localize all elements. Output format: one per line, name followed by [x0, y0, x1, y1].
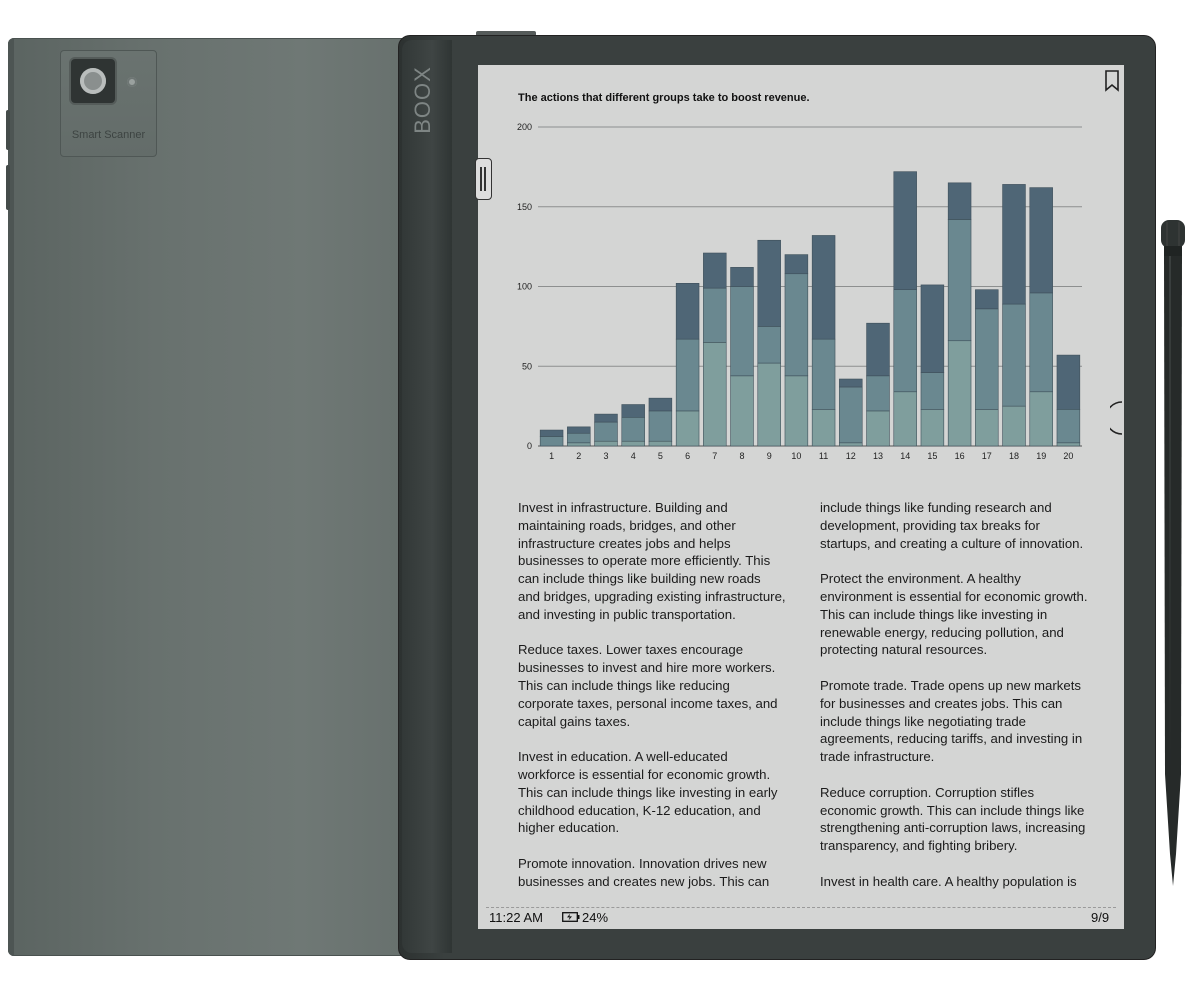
x-tick-label: 4: [630, 451, 636, 461]
bar-segment: [567, 433, 590, 443]
x-tick-label: 20: [1063, 451, 1074, 461]
x-tick-label: 14: [900, 451, 911, 461]
bar-segment: [1003, 304, 1026, 406]
stacked-bar-chart: [510, 115, 1100, 470]
y-tick-label: 150: [516, 201, 532, 212]
bar-segment: [567, 427, 590, 433]
x-tick-label: 19: [1036, 451, 1047, 461]
article-paragraph: Reduce taxes. Lower taxes encourage businesses to invest and hire more workers. This can include things like reducing corporate taxes, personal income taxes, and capital gains taxes.: [518, 642, 778, 729]
status-divider: [486, 907, 1116, 908]
bar-segment: [758, 326, 781, 363]
bar-segment: [948, 220, 971, 341]
bar-segment: [785, 274, 808, 376]
bar-segment: [703, 253, 726, 288]
battery-level: 24%: [582, 910, 609, 925]
bar-segment: [622, 405, 645, 418]
x-tick-label: 6: [685, 451, 691, 461]
x-tick-label: 5: [657, 451, 663, 461]
article-column-left: [518, 499, 786, 908]
bar-segment: [567, 443, 590, 446]
device-back-cover: [8, 38, 428, 956]
article-paragraph: Promote innovation. Innovation drives new businesses and creates new jobs. This can: [518, 855, 770, 889]
bar-segment: [703, 288, 726, 342]
page-turn-handle-icon[interactable]: [1110, 400, 1124, 436]
chart-title: The actions that different groups take to boost revenue.: [518, 92, 810, 104]
bar-segment: [703, 342, 726, 446]
bar-segment: [595, 441, 618, 446]
side-menu-handle[interactable]: [475, 158, 492, 200]
bar-segment: [812, 339, 835, 409]
bar-segment: [1057, 409, 1080, 442]
article-paragraph: Invest in infrastructure. Building and maintaining roads, bridges, and other infrastructure creates jobs and helps businesses to operate more efficiently. This can include things like building new roads and bridges, upgrading existing infrastructure, and investing in public transportation.: [518, 500, 786, 622]
smart-scanner-module: [60, 50, 157, 157]
grip-spine: [402, 40, 452, 953]
bar-segment: [540, 436, 563, 446]
status-time: 11:22 AM: [489, 910, 543, 925]
bar-segment: [731, 267, 754, 286]
bar-segment: [758, 363, 781, 446]
bar-segment: [595, 414, 618, 422]
bar-segment: [921, 285, 944, 373]
scanner-label: Smart Scanner: [71, 129, 146, 141]
x-tick-label: 3: [603, 451, 609, 461]
x-tick-label: 8: [739, 451, 745, 461]
article-paragraph: Invest in health care. A healthy population is: [820, 873, 1077, 889]
bar-segment: [839, 443, 862, 446]
bar-segment: [622, 441, 645, 446]
bar-segment: [731, 287, 754, 376]
article-paragraph: include things like funding research and development, providing tax breaks for startups, and creating a culture of innovation.: [820, 500, 1084, 551]
bar-segment: [1030, 188, 1053, 293]
bar-segment: [649, 441, 672, 446]
side-button: [6, 110, 10, 150]
bar-segment: [948, 341, 971, 446]
x-tick-label: 9: [766, 451, 772, 461]
bar-segment: [894, 290, 917, 392]
camera-icon: [71, 59, 115, 103]
x-tick-label: 18: [1008, 451, 1020, 461]
bar-segment: [1003, 184, 1026, 304]
side-button: [6, 165, 10, 210]
bar-segment: [758, 240, 781, 326]
x-tick-label: 13: [872, 451, 884, 461]
x-tick-label: 2: [576, 451, 582, 461]
bar-segment: [921, 373, 944, 410]
bar-segment: [785, 376, 808, 446]
page-number[interactable]: 9/9: [1091, 910, 1110, 925]
bar-segment: [540, 430, 563, 436]
bar-segment: [867, 411, 890, 446]
x-tick-label: 16: [954, 451, 965, 461]
bar-segment: [867, 376, 890, 411]
bar-segment: [731, 376, 754, 446]
y-tick-label: 0: [526, 441, 532, 451]
article-column-right: [820, 499, 1088, 908]
bar-segment: [676, 283, 699, 339]
y-tick-label: 50: [521, 361, 532, 372]
x-tick-label: 1: [549, 451, 555, 461]
bar-segment: [921, 409, 944, 446]
bar-segment: [894, 392, 917, 446]
stylus-pen: [1158, 214, 1188, 889]
bar-segment: [649, 398, 672, 411]
flash-icon: [127, 77, 137, 87]
bar-segment: [948, 183, 971, 220]
bar-segment: [975, 409, 998, 446]
y-tick-label: 200: [516, 122, 532, 132]
article-paragraph: Reduce corruption. Corruption stifles economic growth. This can include things like strengthening anti-corruption laws, increasing transparency, and fighting bribery.: [820, 784, 1086, 854]
bar-segment: [1057, 355, 1080, 409]
article-paragraph: Invest in education. A well-educated workforce is essential for economic growth. This can include things like investing in early childhood education, K-12 education, and higher education.: [518, 749, 778, 836]
bar-segment: [676, 339, 699, 411]
bar-segment: [595, 422, 618, 441]
x-tick-label: 15: [927, 451, 938, 461]
bar-segment: [622, 417, 645, 441]
bar-segment: [649, 411, 672, 441]
bar-segment: [839, 379, 862, 387]
bar-segment: [1030, 392, 1053, 446]
battery-icon: [562, 912, 580, 922]
bookmark-icon[interactable]: [1104, 70, 1120, 92]
bar-segment: [1030, 293, 1053, 392]
bar-segment: [812, 235, 835, 339]
article-paragraph: Promote trade. Trade opens up new markets for businesses and creates jobs. This can include things like negotiating trade agreements, reducing tariffs, and investing in trade infrastructure.: [820, 677, 1083, 765]
bar-segment: [839, 387, 862, 443]
bar-segment: [975, 309, 998, 409]
bar-segment: [867, 323, 890, 376]
bar-segment: [894, 172, 917, 290]
bar-segment: [1057, 443, 1080, 446]
bar-segment: [785, 255, 808, 274]
article-paragraph: Protect the environment. A healthy environment is essential for economic growth. This can include things like investing in renewable energy, reducing pollution, and protecting natural resources.: [820, 571, 1088, 658]
bar-segment: [676, 411, 699, 446]
x-tick-label: 11: [818, 451, 829, 461]
bar-segment: [812, 409, 835, 446]
brand-logo: BOOX: [410, 66, 436, 134]
x-tick-label: 10: [791, 451, 802, 461]
bar-segment: [975, 290, 998, 309]
x-tick-label: 12: [845, 451, 856, 461]
y-tick-label: 100: [516, 281, 532, 292]
bar-segment: [1003, 406, 1026, 446]
x-tick-label: 17: [981, 451, 992, 461]
x-tick-label: 7: [712, 451, 718, 461]
